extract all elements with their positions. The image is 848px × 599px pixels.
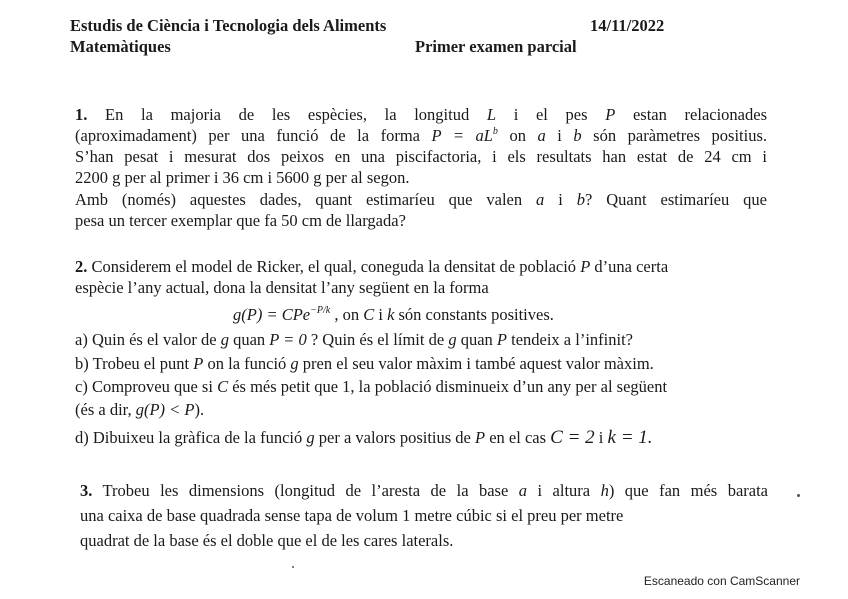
var: g	[306, 428, 315, 447]
var: k = 1.	[607, 427, 653, 448]
var: g	[448, 330, 457, 349]
course-title: Estudis de Ciència i Tecnologia dels Aliments	[70, 16, 387, 35]
problem3-number: 3.	[80, 481, 93, 500]
var: g	[220, 330, 229, 349]
var: P	[475, 428, 486, 447]
var: a	[536, 190, 545, 209]
problem2-part-a	[75, 330, 633, 350]
text: ? Quant estimaríeu que	[585, 190, 767, 209]
var: a	[537, 126, 546, 145]
problem3-line2: una caixa de base quadrada sense tapa de volum 1 metre cúbic si el preu per metre	[80, 506, 624, 525]
problem1-line3: S’han pesat i mesurat dos peixos en una piscifactoria, i els resultats han estat de 24 cm i	[75, 147, 767, 166]
var: C	[217, 377, 229, 396]
text: quan	[456, 330, 497, 349]
var: C	[363, 305, 375, 324]
problem2-line2: espècie l’any actual, dona la densitat l’any següent en la forma	[75, 278, 489, 297]
text: (aproximadament) per una funció de la forma	[75, 126, 432, 145]
problem2-line1	[75, 257, 668, 277]
text: En la majoria de les espècies, la longitud	[87, 105, 487, 124]
text: , on	[330, 305, 364, 324]
text: quan	[228, 330, 270, 349]
var: g(P) < P	[135, 400, 195, 419]
text: i	[374, 305, 388, 324]
problem1-number: 1.	[75, 105, 88, 124]
text: i el pes	[496, 105, 606, 124]
text: Considerem el model de Ricker, el qual, coneguda la densitat de població	[87, 257, 581, 276]
text: ? Quin és el límit de	[306, 330, 449, 349]
text: Trobeu les dimensions (longitud de l’aresta de la base	[92, 481, 519, 500]
var: a	[518, 481, 528, 500]
var: P	[605, 105, 616, 124]
text: a) Quin és el valor de	[75, 330, 221, 349]
var: P	[193, 354, 204, 373]
text: tendeix a l’infinit?	[506, 330, 633, 349]
text: on	[497, 126, 538, 145]
subject-title: Matemàtiques	[70, 37, 171, 56]
text: pren el seu valor màxim i també aquest valor màxim.	[298, 354, 654, 373]
scan-speck	[797, 494, 800, 497]
exam-date: 14/11/2022	[590, 16, 665, 35]
problem2-part-d	[75, 427, 653, 449]
text: ) que fan més barata	[608, 481, 768, 500]
problem2-part-c-cont	[75, 400, 204, 420]
text: i	[544, 190, 577, 209]
text: i altura	[527, 481, 601, 500]
problem1-line1	[75, 105, 767, 125]
var: P = 0	[269, 330, 307, 349]
text: on la funció	[203, 354, 291, 373]
var: h	[600, 481, 609, 500]
var: P	[580, 257, 591, 276]
text: d) Dibuixeu la gràfica de la funció	[75, 428, 307, 447]
var: C = 2	[550, 427, 595, 448]
problem2-part-b	[75, 354, 654, 374]
text: estan relacionades	[615, 105, 767, 124]
problem2-part-c	[75, 377, 667, 397]
var: b	[576, 190, 585, 209]
text: Amb (només) aquestes dades, quant estimaríeu que valen	[75, 190, 537, 209]
var: k	[387, 305, 395, 324]
formula-exponent: −P/k	[310, 305, 331, 316]
text: és més petit que 1, la població disminueix d’un any per al següent	[228, 377, 668, 396]
problem1-line2	[75, 126, 767, 146]
ricker-formula	[233, 305, 330, 324]
text: d’una certa	[590, 257, 669, 276]
var: b	[573, 126, 582, 145]
problem1-line4: 2200 g per al primer i 36 cm i 5600 g per al segon.	[75, 168, 410, 187]
text: per a valors positius de	[314, 428, 476, 447]
formula-text: g(P) = CPe	[233, 305, 311, 324]
problem2-number: 2.	[75, 257, 88, 276]
formula-exponent: b	[492, 126, 498, 137]
scanner-watermark: Escaneado con CamScanner	[643, 574, 800, 588]
problem3-line1	[80, 481, 768, 501]
text: són paràmetres positius.	[581, 126, 767, 145]
text: ).	[194, 400, 205, 419]
text: en el cas	[485, 428, 551, 447]
text: i	[594, 428, 608, 447]
problem1-line6: pesa un tercer exemplar que fa 50 cm de llargada?	[75, 211, 406, 230]
text: c) Comproveu que si	[75, 377, 218, 396]
text: són constants positives.	[394, 305, 554, 324]
problem3-line3: quadrat de la base és el doble que el de les cares laterals.	[80, 531, 454, 550]
problem1-line5	[75, 190, 767, 210]
formula-power-law	[432, 126, 498, 145]
scan-speck	[292, 566, 294, 568]
exam-title: Primer examen parcial	[415, 37, 577, 56]
text: b) Trobeu el punt	[75, 354, 194, 373]
var: P	[496, 330, 507, 349]
ricker-formula-line	[233, 305, 554, 325]
var: g	[290, 354, 299, 373]
var: L	[486, 105, 497, 124]
text: i	[545, 126, 574, 145]
text: (és a dir,	[75, 400, 136, 419]
formula-text: P = aL	[431, 126, 493, 145]
